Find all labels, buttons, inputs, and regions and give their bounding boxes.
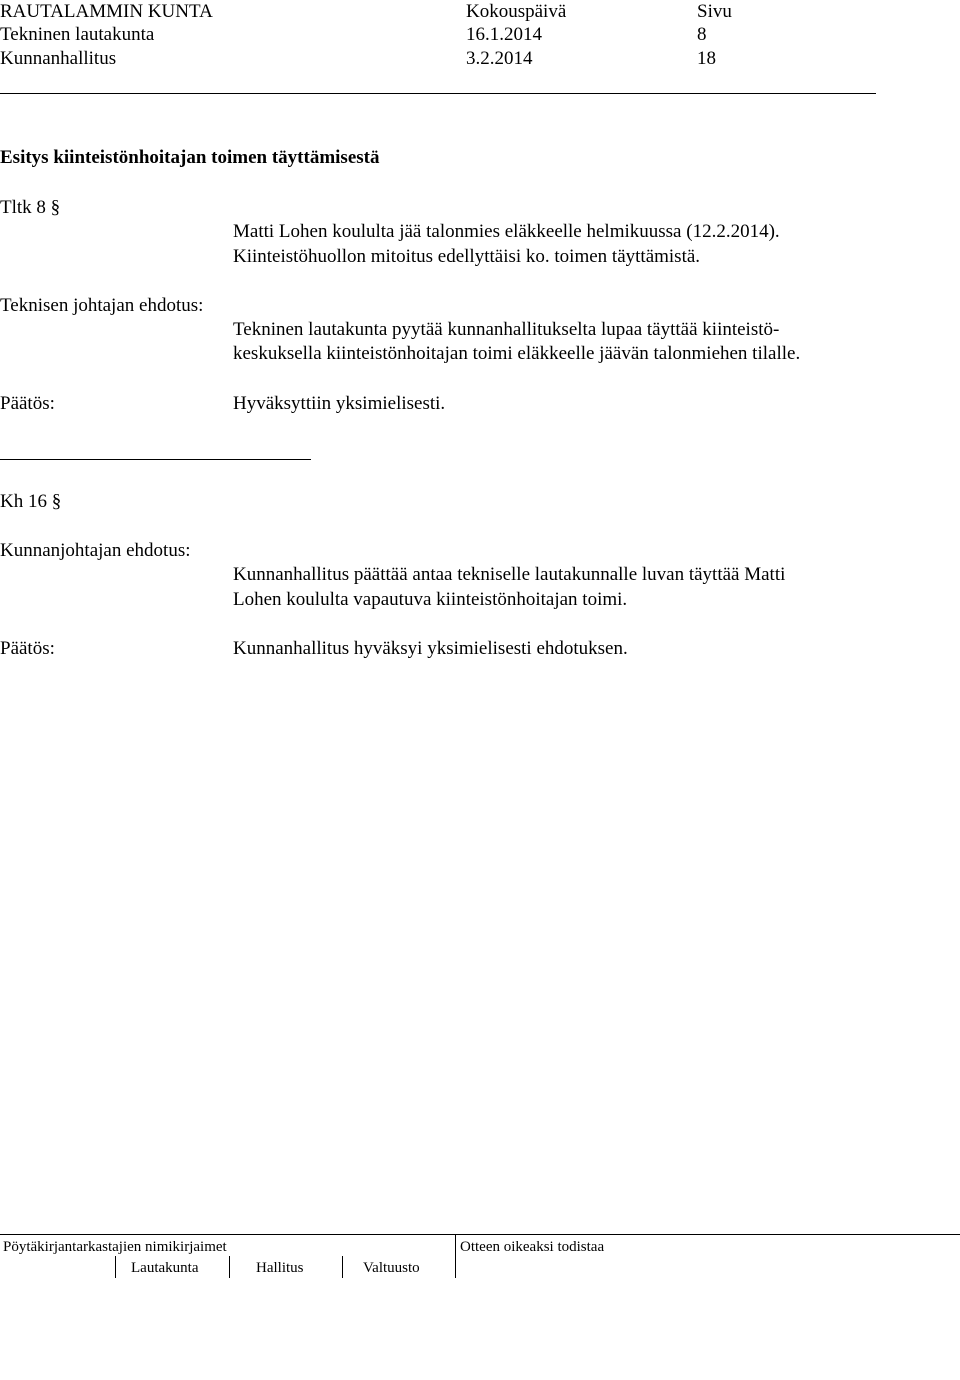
signatures-label: Pöytäkirjantarkastajien nimikirjaimet xyxy=(3,1239,227,1255)
header-meeting-date: 3.2.2014 xyxy=(466,48,533,69)
proposal-line: keskuksella kiinteistönhoitajan toimi eläkkeelle jäävän talonmiehen tilalle. xyxy=(233,343,801,364)
organization-name: RAUTALAMMIN KUNTA xyxy=(0,1,213,22)
decision-text: Hyväksyttiin yksimielisesti. xyxy=(233,393,446,414)
header-body-name: Kunnanhallitus xyxy=(0,48,117,69)
section-divider xyxy=(0,459,311,460)
proposal-label: Teknisen johtajan ehdotus: xyxy=(0,295,204,316)
meeting-date-label: Kokouspäivä xyxy=(466,1,567,22)
page-label: Sivu xyxy=(697,1,732,22)
footer-column-lautakunta: Lautakunta xyxy=(131,1260,199,1276)
footer-column-hallitus: Hallitus xyxy=(256,1260,304,1276)
footer-top-line xyxy=(0,1234,960,1235)
footer-column-divider xyxy=(229,1256,230,1278)
proposal-label: Kunnanjohtajan ehdotus: xyxy=(0,540,191,561)
header-meeting-date: 16.1.2014 xyxy=(466,24,542,45)
decision-label: Päätös: xyxy=(0,393,55,414)
proposal-line: Lohen koululta vapautuva kiinteistönhoitajan toimi. xyxy=(233,589,628,610)
proposal-line: Tekninen lautakunta pyytää kunnanhallitukselta lupaa täyttää kiinteistö- xyxy=(233,319,780,340)
decision-label: Päätös: xyxy=(0,638,55,659)
intro-line: Matti Lohen koululta jää talonmies eläkkeelle helmikuussa (12.2.2014). xyxy=(233,221,780,242)
intro-line: Kiinteistöhuollon mitoitus edellyttäisi ko. toimen täyttämistä. xyxy=(233,246,701,267)
header-page-number: 8 xyxy=(697,24,707,45)
header-page-number: 18 xyxy=(697,48,716,69)
footer-column-divider xyxy=(115,1256,116,1278)
header-divider xyxy=(0,93,876,94)
header-body-name: Tekninen lautakunta xyxy=(0,24,155,45)
footer-column-divider xyxy=(342,1256,343,1278)
section-reference: Kh 16 § xyxy=(0,491,62,512)
document-title: Esitys kiinteistönhoitajan toimen täyttämisestä xyxy=(0,147,380,168)
decision-text: Kunnanhallitus hyväksyi yksimielisesti ehdotuksen. xyxy=(233,638,628,659)
footer-column-valtuusto: Valtuusto xyxy=(363,1260,420,1276)
proposal-line: Kunnanhallitus päättää antaa tekniselle lautakunnalle luvan täyttää Matti xyxy=(233,564,786,585)
section-reference: Tltk 8 § xyxy=(0,197,61,218)
footer-column-divider xyxy=(455,1234,456,1278)
certified-label: Otteen oikeaksi todistaa xyxy=(460,1239,605,1255)
